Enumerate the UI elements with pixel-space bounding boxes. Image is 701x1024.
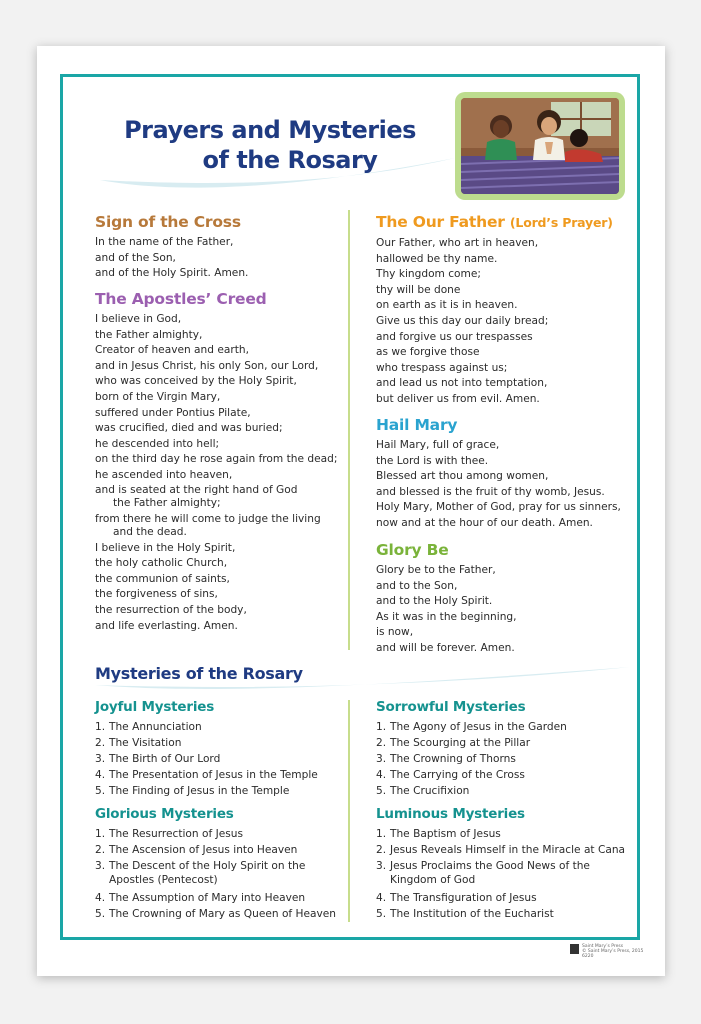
item-text: The Presentation of Jesus in the Temple <box>109 769 318 781</box>
item-number: 4. <box>95 769 106 781</box>
footer-line: © Saint Mary’s Press, 2015 <box>582 949 644 954</box>
item-text: The Crowning of Thorns <box>390 753 516 765</box>
prayer-line: the resurrection of the body, <box>95 603 247 616</box>
prayer-line: the forgiveness of sins, <box>95 588 218 601</box>
prayer-line: I believe in God, <box>95 313 182 325</box>
item-text: The Agony of Jesus in the Garden <box>390 721 567 733</box>
prayer-line: In the name of the Father, <box>95 236 234 248</box>
prayer-line: Give us this day our daily bread; <box>376 314 549 327</box>
footer-line: Saint Mary’s Press <box>582 944 624 949</box>
prayer-line: the communion of saints, <box>95 572 230 585</box>
title-line-2: of the Rosary <box>202 146 378 174</box>
prayer-line: suffered under Pontius Pilate, <box>95 406 251 419</box>
list-item <box>95 890 336 906</box>
item-text: The Institution of the Eucharist <box>390 908 554 920</box>
prayer-line: and to the Holy Spirit. <box>376 595 493 608</box>
item-text: The Birth of Our Lord <box>109 753 221 765</box>
prayer-line: was crucified, died and was buried; <box>95 422 283 435</box>
prayer-line: Our Father, who art in heaven, <box>376 237 539 249</box>
prayer-line: and is seated at the right hand of God <box>95 483 298 496</box>
page-title <box>100 115 440 175</box>
prayer-line: Hail Mary, full of grace, <box>376 439 500 451</box>
prayer-line: and will be forever. Amen. <box>376 641 515 654</box>
title-line-1: Prayers and Mysteries <box>124 116 416 144</box>
item-number: 3. <box>376 753 387 765</box>
list-item <box>95 783 318 799</box>
prayer-line: the Father almighty, <box>95 328 203 341</box>
list-item <box>95 842 336 858</box>
joyful-mysteries-section <box>95 698 318 799</box>
prayer-line: As it was in the beginning, <box>376 610 517 623</box>
prayer-line: the holy catholic Church, <box>95 557 228 570</box>
list-item <box>376 767 567 783</box>
prayer-line: and of the Holy Spirit. Amen. <box>95 267 249 280</box>
item-number: 4. <box>376 769 387 781</box>
prayer-line: as we forgive those <box>376 346 480 359</box>
item-text: The Visitation <box>109 737 182 749</box>
prayer-line: thy will be done <box>376 283 461 296</box>
footer-line: 6220 <box>582 954 594 959</box>
item-number: 5. <box>95 785 106 797</box>
item-text: The Annunciation <box>109 721 202 733</box>
list-item-continuation: Kingdom of God <box>390 874 476 886</box>
prayer-line: now and at the hour of our death. Amen. <box>376 516 593 529</box>
prayer-line: hallowed be thy name. <box>376 252 498 265</box>
list-item <box>376 890 625 906</box>
glorious-mysteries-section <box>95 805 336 922</box>
glorious-mysteries-heading: Glorious Mysteries <box>95 806 234 822</box>
prayer-line: the Lord is with thee. <box>376 454 489 467</box>
item-text: The Transfiguration of Jesus <box>390 892 537 904</box>
item-text: The Ascension of Jesus into Heaven <box>109 844 298 856</box>
prayer-line: the Father almighty; <box>113 496 221 509</box>
list-item <box>95 719 318 735</box>
list-item <box>95 735 318 751</box>
prayer-line: he descended into hell; <box>95 437 220 450</box>
list-item-continuation: Apostles (Pentecost) <box>109 874 218 886</box>
item-number: 1. <box>376 828 387 840</box>
item-number: 1. <box>95 721 106 733</box>
item-text: The Scourging at the Pillar <box>390 737 531 749</box>
item-text: The Carrying of the Cross <box>390 769 525 781</box>
item-number: 5. <box>376 908 387 920</box>
item-text: The Baptism of Jesus <box>390 828 501 840</box>
prayer-line: Creator of heaven and earth, <box>95 344 249 357</box>
our-father-subtitle: (Lord’s Prayer) <box>509 215 613 230</box>
list-item <box>95 767 318 783</box>
prayer-line: Thy kingdom come; <box>376 268 481 281</box>
prayer-line: and of the Son, <box>95 251 176 264</box>
hail-mary-heading: Hail Mary <box>376 416 458 434</box>
item-number: 1. <box>95 828 106 840</box>
our-father-section <box>376 212 613 408</box>
prayer-line: I believe in the Holy Spirit, <box>95 541 236 554</box>
prayer-line: born of the Virgin Mary, <box>95 390 221 403</box>
item-text: The Descent of the Holy Spirit on the <box>109 860 306 872</box>
sign-of-the-cross-heading: Sign of the Cross <box>95 213 241 231</box>
joyful-mysteries-heading: Joyful Mysteries <box>95 699 215 715</box>
our-father-heading <box>376 212 613 233</box>
list-item <box>376 783 567 799</box>
item-number: 3. <box>95 753 106 765</box>
list-item <box>376 735 567 751</box>
list-item <box>95 751 318 767</box>
footer-credits <box>582 944 643 959</box>
list-item <box>376 842 625 858</box>
mysteries-heading: Mysteries of the Rosary <box>95 664 303 683</box>
list-item <box>95 826 336 842</box>
sorrowful-mysteries-heading: Sorrowful Mysteries <box>376 699 526 715</box>
item-text: Jesus Proclaims the Good News of the <box>390 860 590 872</box>
luminous-mysteries-section <box>376 805 625 922</box>
item-number: 5. <box>376 785 387 797</box>
item-text: The Crowning of Mary as Queen of Heaven <box>109 908 337 920</box>
praying-children-icon <box>461 98 619 194</box>
item-number: 4. <box>95 892 106 904</box>
column-divider-top <box>348 210 350 650</box>
prayer-line: Holy Mary, Mother of God, pray for us sinners, <box>376 501 621 514</box>
prayer-line: and lead us not into temptation, <box>376 377 548 390</box>
prayer-line: is now, <box>376 626 414 639</box>
item-number: 2. <box>376 737 387 749</box>
praying-children-illustration <box>455 92 625 200</box>
item-number: 4. <box>376 892 387 904</box>
item-text: The Assumption of Mary into Heaven <box>109 892 306 904</box>
prayer-line: who was conceived by the Holy Spirit, <box>95 375 297 388</box>
item-number: 2. <box>376 844 387 856</box>
list-item <box>376 906 625 922</box>
item-number: 2. <box>95 737 106 749</box>
hail-mary-section <box>376 415 621 532</box>
sorrowful-mysteries-section <box>376 698 567 799</box>
luminous-mysteries-heading: Luminous Mysteries <box>376 806 525 822</box>
apostles-creed-section <box>95 289 337 634</box>
list-item <box>376 719 567 735</box>
prayer-line: and life everlasting. Amen. <box>95 619 238 632</box>
apostles-creed-heading: The Apostles’ Creed <box>95 290 267 308</box>
list-item <box>95 906 336 922</box>
item-text: The Finding of Jesus in the Temple <box>109 785 290 797</box>
prayer-line: from there he will come to judge the living <box>95 512 321 525</box>
publisher-logo-icon <box>570 944 579 954</box>
glory-be-heading: Glory Be <box>376 541 449 559</box>
glory-be-section <box>376 540 517 657</box>
item-text: The Resurrection of Jesus <box>109 828 243 840</box>
item-number: 2. <box>95 844 106 856</box>
prayer-line: and forgive us our trespasses <box>376 330 533 343</box>
prayer-line: but deliver us from evil. Amen. <box>376 392 540 405</box>
item-number: 1. <box>376 721 387 733</box>
item-text: Jesus Reveals Himself in the Miracle at Cana <box>390 844 626 856</box>
prayer-line: and the dead. <box>113 525 187 538</box>
column-divider-bottom <box>348 700 350 922</box>
prayer-line: and blessed is the fruit of thy womb, Jesus. <box>376 485 605 498</box>
prayer-line: who trespass against us; <box>376 361 508 374</box>
prayer-line: and in Jesus Christ, his only Son, our Lord, <box>95 359 319 372</box>
item-number: 3. <box>376 860 387 872</box>
list-item <box>376 826 625 842</box>
prayer-line: Blessed art thou among women, <box>376 470 549 483</box>
prayer-line: he ascended into heaven, <box>95 468 233 481</box>
prayer-line: on the third day he rose again from the dead; <box>95 453 338 466</box>
our-father-title: The Our Father <box>376 213 505 231</box>
list-item <box>376 751 567 767</box>
item-text: The Crucifixion <box>390 785 470 797</box>
prayer-line: Glory be to the Father, <box>376 564 496 576</box>
prayer-line: and to the Son, <box>376 579 458 592</box>
sign-of-the-cross-section <box>95 212 248 282</box>
item-number: 5. <box>95 908 106 920</box>
prayer-line: on earth as it is in heaven. <box>376 299 518 312</box>
item-number: 3. <box>95 860 106 872</box>
